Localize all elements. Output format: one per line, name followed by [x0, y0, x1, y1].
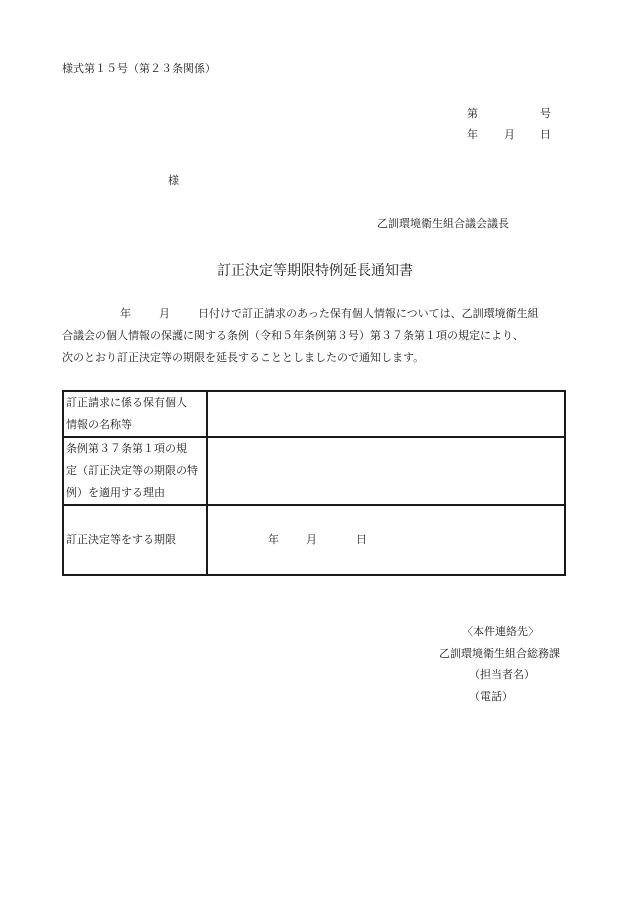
contact-phone: （電話）: [469, 690, 513, 703]
info-table: [62, 390, 566, 576]
table-value-cell: [207, 391, 565, 437]
form-number: 様式第１５号（第２３条関係）: [62, 62, 216, 75]
date-day: 日: [540, 128, 551, 141]
doc-number-prefix: 第: [467, 107, 478, 120]
doc-number-suffix: 号: [540, 107, 551, 120]
table-value-cell: [207, 437, 565, 505]
contact-organization: 乙訓環境衛生組合総務課: [439, 647, 560, 660]
row2-label-line3: 例）を適用する理由: [66, 486, 165, 499]
deadline-year: 年: [268, 533, 279, 546]
date-year: 年: [467, 128, 478, 141]
body-line-3: 次のとおり訂正決定等の期限を延長することとしましたので通知します。: [62, 351, 425, 364]
table-label-cell: 訂正決定等をする期限: [63, 505, 207, 575]
row1-label-line2: 情報の名称等: [66, 418, 132, 431]
sender: 乙訓環境衛生組合議会議長: [377, 217, 509, 230]
addressee: 様: [168, 174, 179, 187]
body-month: 月: [159, 307, 170, 320]
date-month: 月: [504, 128, 515, 141]
body-line-2: 合議会の個人情報の保護に関する条例（令和５年条例第３号）第３７条第１項の規定により、: [62, 329, 524, 342]
contact-person: （担当者名）: [469, 668, 535, 681]
table-row: [63, 437, 565, 505]
row2-label-line1: 条例第３７条第１項の規: [66, 442, 187, 455]
contact-heading: 〈本件連絡先〉: [462, 625, 539, 638]
deadline-month: 月: [306, 533, 317, 546]
body-line-1: [62, 303, 572, 325]
table-row: [63, 505, 565, 575]
table-row: [63, 391, 565, 437]
deadline-value-cell: [207, 505, 565, 575]
row2-label-line2: 定（訂正決定等の期限の特: [66, 464, 198, 477]
document-title: 訂正決定等期限特例延長通知書: [217, 263, 413, 279]
body-year: 年: [120, 307, 131, 320]
row1-label-line1: 訂正請求に係る保有個人: [66, 396, 187, 409]
table-label-cell: [63, 437, 207, 505]
table-label-cell: [63, 391, 207, 437]
deadline-day: 日: [356, 533, 367, 546]
body-paragraph: [62, 303, 572, 369]
body-line-1-text: 日付けで訂正請求のあった保有個人情報については、乙訓環境衛生組: [198, 307, 539, 320]
